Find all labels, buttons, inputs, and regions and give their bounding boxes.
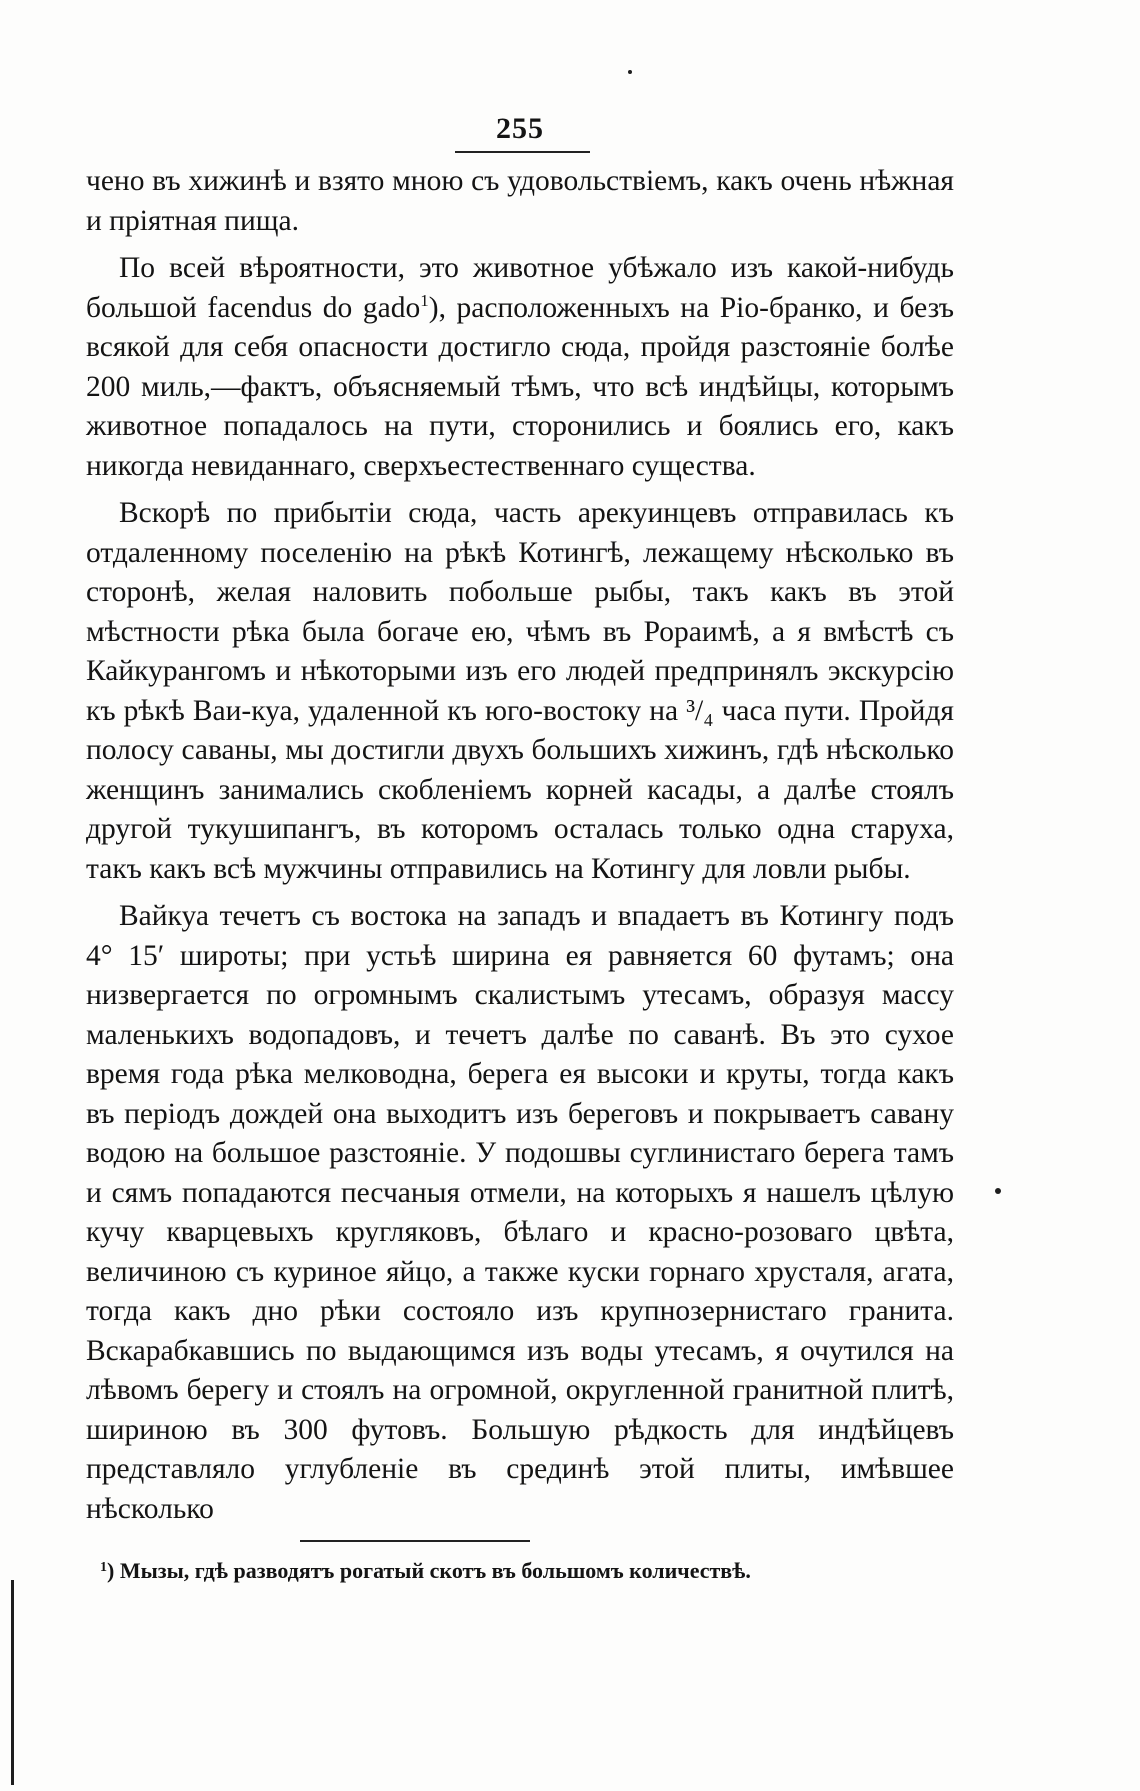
paragraph-2-text-start: По всей вѣроятности, это животное убѣжало изъ какой-нибудь большой facendus do gado: [86, 252, 954, 324]
paragraph-1: чено въ хижинѣ и взято мною съ удовольствіемъ, какъ очень нѣжная и пріятная пища.: [86, 165, 954, 237]
footnote-marker: 1: [100, 1560, 107, 1575]
scan-speck: [628, 70, 632, 74]
footnote-separator: [300, 1540, 530, 1542]
page-number: 255: [496, 112, 544, 145]
footnote-text: ) Мызы, гдѣ разводятъ рогатый скотъ въ большомъ количествѣ.: [107, 1558, 751, 1583]
paragraph-2: [86, 249, 954, 486]
paragraph-3: Вскорѣ по прибытіи сюда, часть арекуинцевъ отправилась къ отдаленному поселенію на рѣкѣ Котингѣ, лежащему нѣсколько въ сторонѣ, желая наловить побольше рыбы, такъ какъ въ этой мѣстности рѣка была богаче ею, чѣмъ въ Рораимѣ, а я вмѣстѣ съ Кайкурангомъ и нѣкоторыми изъ его людей предпринялъ экскурсію къ рѣкѣ Ваи-куа, удаленной къ юго-востоку на ³/₄ часа пути. Пройдя полосу саваны, мы достигли двухъ большихъ хижинъ, гдѣ нѣсколько женщинъ занимались скобленіемъ корней касады, а далѣе стоялъ другой тукушипангъ, въ которомъ осталась только одна старуха, такъ какъ всѣ мужчины отправились на Котингу для ловли рыбы.: [86, 497, 954, 885]
paragraph-4: Вайкуа течетъ съ востока на западъ и впадаетъ въ Котингу подъ 4° 15′ широты; при устьѣ ширина ея равняется 60 футамъ; она низвергается по огромнымъ скалистымъ утесамъ, образуя массу маленькихъ водопадовъ, и течетъ далѣе по саванѣ. Въ это сухое время года рѣка мелководна, берега ея высоки и круты, тогда какъ въ періодъ дождей она выходитъ изъ береговъ и покрываетъ савану водою на большое разстояніе. У подошвы суглинистаго берега тамъ и сямъ попадаются песчаныя отмели, на которыхъ я нашелъ цѣлую кучу кварцевыхъ кругляковъ, бѣлаго и красно-розоваго цвѣта, величиною съ куриное яйцо, а также куски горнаго хрусталя, агата, тогда какъ дно рѣки состояло изъ крупнозернистаго гранита. Вскарабкавшись по выдающимся изъ воды утесамъ, я очутился на лѣвомъ берегу и стоялъ на огромной, округленной гранитной плитѣ, шириною въ 300 футовъ. Большую рѣдкость для индѣйцевъ представляло углубленіе въ срединѣ этой плиты, имѣвшее нѣсколько: [86, 900, 954, 1525]
footnote-reference: 1: [420, 290, 429, 310]
scan-edge-mark: [11, 1580, 14, 1785]
scan-speck: [995, 1188, 1001, 1194]
body-text: [86, 162, 954, 1529]
page-number-rule: [455, 151, 590, 153]
paragraph-2-text-end: ), расположенныхъ на Ріо-бранко, и безъ всякой для себя опасности достигло сюда, пройдя разстояніе болѣе 200 миль,—фактъ, объясняемый тѣмъ, что всѣ индѣйцы, которымъ животное попадалось на пути, сторонились и боялись его, какъ никогда невиданнаго, сверхъестественнаго существа.: [86, 291, 954, 482]
footnote: [100, 1556, 920, 1586]
